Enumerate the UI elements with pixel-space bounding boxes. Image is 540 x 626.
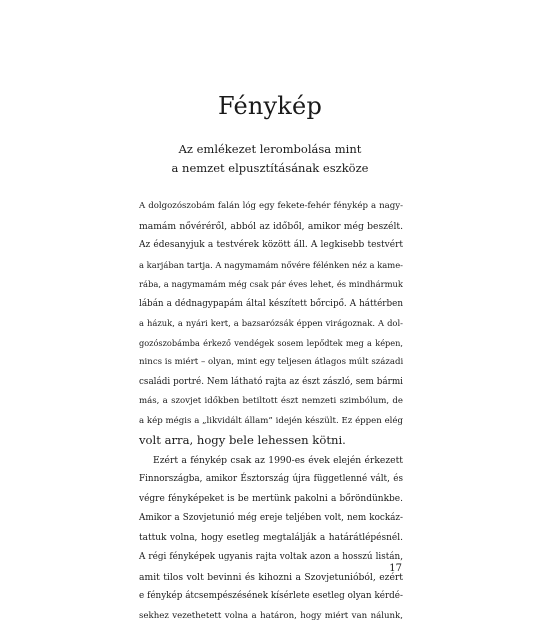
body-line: Finnországba, amikor Észtország újra függetlenné vált, és (139, 470, 403, 490)
body-line: Amikor a Szovjetunió még ereje teljében volt, nem kockáz- (139, 509, 403, 529)
chapter-subtitle (0, 140, 540, 178)
body-line: rába, a nagymamám még csak pár éves lehet, és mindhármuk (139, 275, 403, 295)
body-line: A dolgozószobám falán lóg egy fekete-fehér fénykép a nagy- (139, 197, 403, 217)
body-line: családi portré. Nem látható rajta az észt zászló, sem bármi (139, 373, 403, 393)
body-line: amit tilos volt bevinni és kihozni a Szovjetunióból, ezért (139, 568, 403, 588)
body-line: a házuk, a nyári kert, a bazsarózsák éppen virágoznak. A dol- (139, 314, 403, 334)
body-line: sekhez vezethetett volna a határon, hogy miért van nálunk, (139, 607, 403, 626)
body-line: Az édesanyjuk a testvérek között áll. A legkisebb testvért (139, 236, 403, 256)
body-line: végre fényképeket is be mertünk pakolni a bőröndünkbe. (139, 490, 403, 510)
body-line: a kép mégis a „likvidált állam” idején készült. Ez éppen elég (139, 412, 403, 432)
chapter-title: Fénykép (0, 92, 540, 120)
body-line: mamám nővéréről, abból az időből, amikor még beszélt. (139, 217, 403, 237)
body-line: Ezért a fénykép csak az 1990-es évek elején érkezett (139, 451, 403, 471)
body-line: gozószobámba érkező vendégek sosem lepődtek meg a képen, (139, 334, 403, 354)
body-line: lábán a dédnagypapám által készített bőrcipő. A háttérben (139, 295, 403, 315)
body-line: a karjában tartja. A nagymamám nővére félénken néz a kame- (139, 256, 403, 276)
subtitle-line: a nemzet elpusztításának eszköze (0, 159, 540, 178)
subtitle-line: Az emlékezet lerombolása mint (0, 140, 540, 159)
page-number: 17 (382, 563, 402, 574)
body-line: tattuk volna, hogy esetleg megtalálják a határátlépésnél. (139, 529, 403, 549)
body-line: más, a szovjet időkben betiltott észt nemzeti szimbólum, de (139, 392, 403, 412)
body-text (139, 197, 403, 626)
body-line: nincs is miért – olyan, mint egy teljesen átlagos múlt századi (139, 353, 403, 373)
body-line: volt arra, hogy bele lehessen kötni. (139, 431, 403, 451)
body-line: A régi fényképek ugyanis rajta voltak azon a hosszú listán, (139, 548, 403, 568)
body-line: e fénykép átcsempészésének kísérlete esetleg olyan kérdé- (139, 587, 403, 607)
